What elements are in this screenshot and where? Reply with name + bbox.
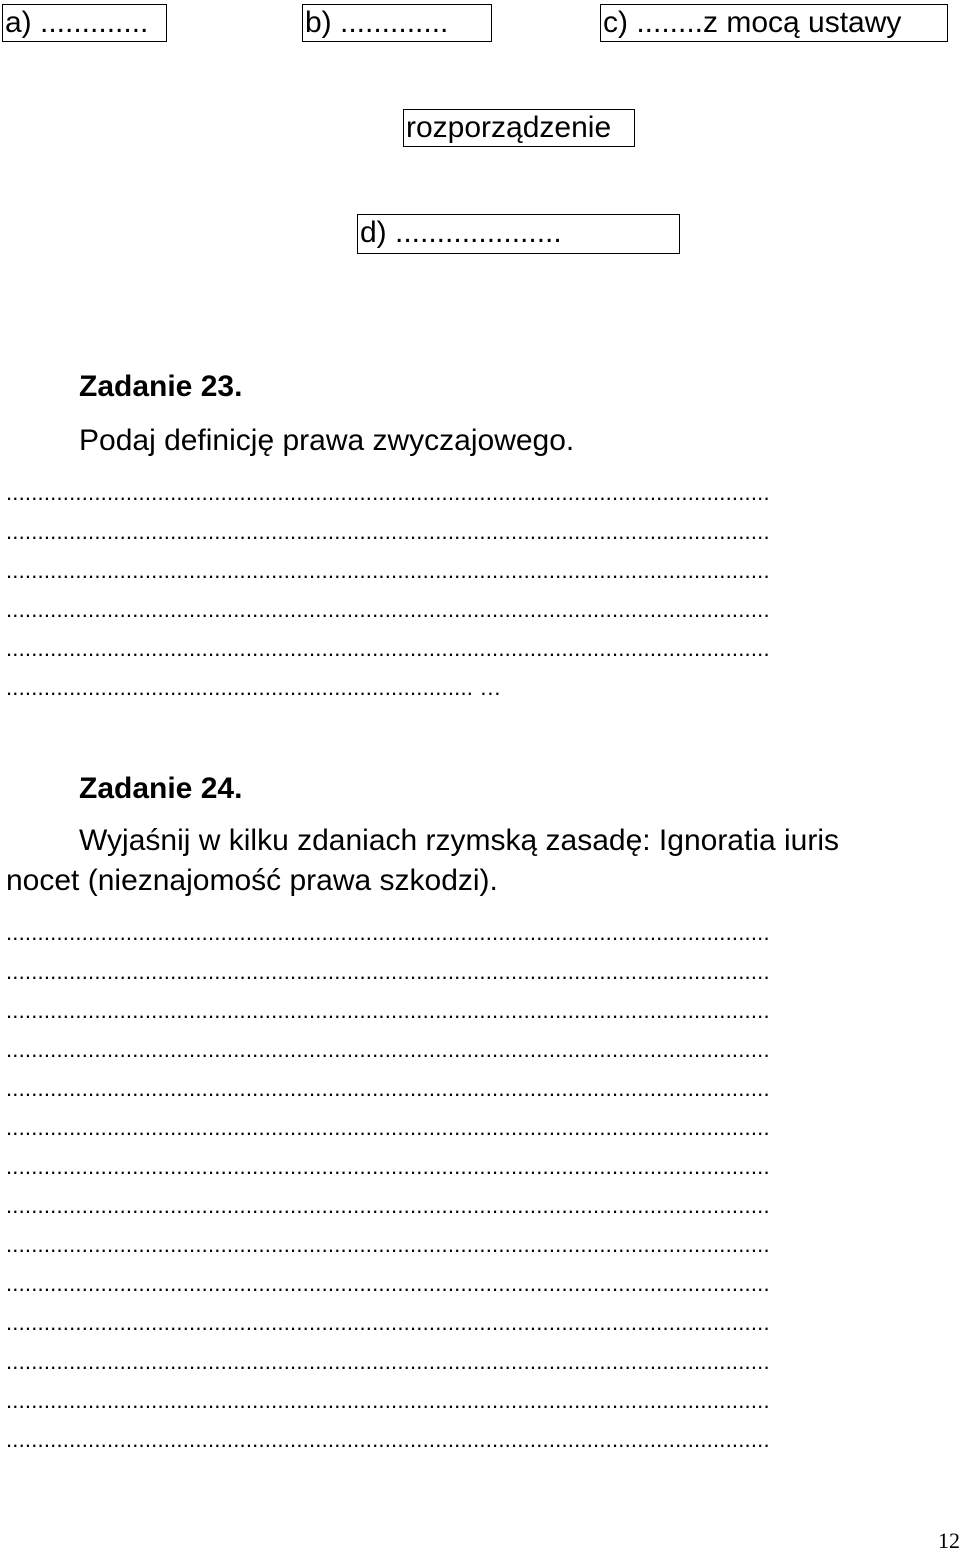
- task-24-answer-line: .........................................................................................................................: [6, 1039, 770, 1061]
- task-24-answer-line: .........................................................................................................................: [6, 961, 770, 983]
- task-24-answer-line: .........................................................................................................................: [6, 1156, 770, 1178]
- task-24-prompt-line-2: nocet (nieznajomość prawa szkodzi).: [6, 864, 498, 897]
- task-23-prompt: Podaj definicję prawa zwyczajowego.: [79, 424, 575, 457]
- task-23-answer-line: .......................................................................... …: [6, 677, 502, 699]
- task-23-answer-line: .........................................................................................................................: [6, 482, 770, 504]
- page-number: 12: [938, 1528, 960, 1553]
- task-24-answer-line: .........................................................................................................................: [6, 1195, 770, 1217]
- task-23-answer-line: .........................................................................................................................: [6, 638, 770, 660]
- task-23-answer-line: .........................................................................................................................: [6, 560, 770, 582]
- task-23-answer-line: .........................................................................................................................: [6, 599, 770, 621]
- answer-box-b: b) .............: [302, 4, 492, 42]
- task-24-answer-line: .........................................................................................................................: [6, 1390, 770, 1412]
- task-24-answer-line: .........................................................................................................................: [6, 1000, 770, 1022]
- answer-box-a: a) .............: [2, 4, 167, 42]
- task-24-prompt-line-1: Wyjaśnij w kilku zdaniach rzymską zasadę: Ignoratia iuris: [79, 824, 840, 857]
- answer-box-c: c) ........z mocą ustawy: [600, 4, 948, 42]
- task-24-answer-line: .........................................................................................................................: [6, 1273, 770, 1295]
- task-24-title: Zadanie 24.: [79, 772, 243, 805]
- task-23-title: Zadanie 23.: [79, 370, 243, 403]
- task-24-answer-line: .........................................................................................................................: [6, 1351, 770, 1373]
- task-24-answer-line: .........................................................................................................................: [6, 1429, 770, 1451]
- task-24-answer-line: .........................................................................................................................: [6, 1312, 770, 1334]
- task-24-answer-line: .........................................................................................................................: [6, 1234, 770, 1256]
- task-24-answer-line: .........................................................................................................................: [6, 1117, 770, 1139]
- task-24-answer-line: .........................................................................................................................: [6, 1078, 770, 1100]
- task-24-answer-line: .........................................................................................................................: [6, 922, 770, 944]
- task-23-answer-line: .........................................................................................................................: [6, 521, 770, 543]
- answer-box-d: d) ....................: [357, 214, 680, 254]
- answer-box-rozporzadzenie: rozporządzenie: [403, 109, 635, 147]
